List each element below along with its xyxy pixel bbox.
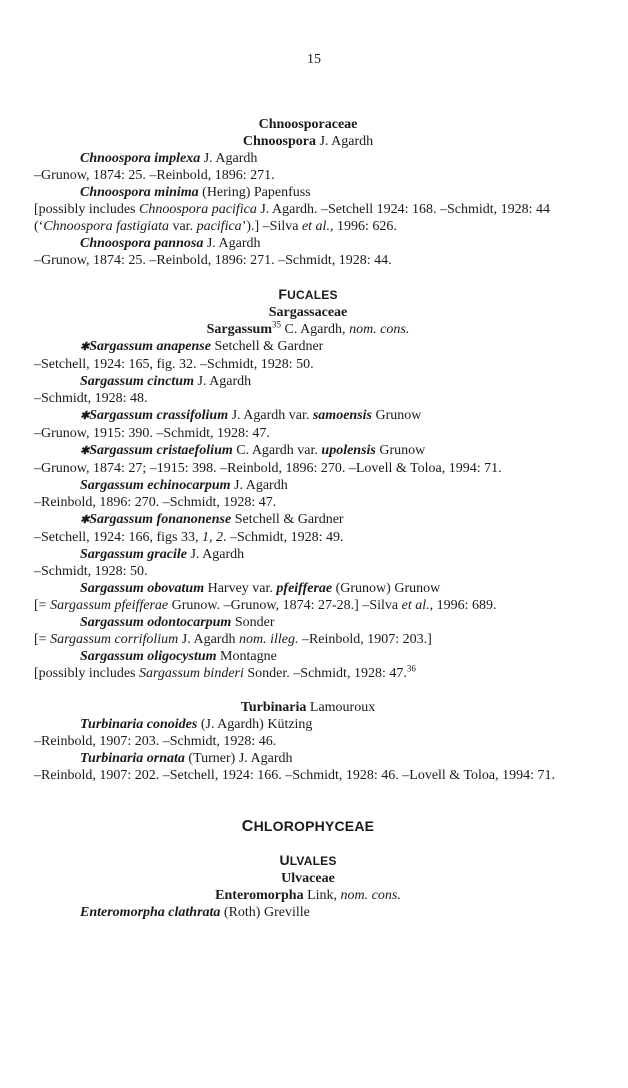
- page-body: [34, 116, 582, 921]
- species-name: Chnoospora implexa J. Agardh: [80, 151, 258, 166]
- asterisk-icon: ✱: [80, 341, 90, 353]
- species-name: ✱Sargassum crassifolium J. Agardh var. samoensis Grunow: [80, 408, 422, 423]
- species-name: Sargassum cinctum J. Agardh: [80, 374, 252, 389]
- family-heading-sargassaceae: Sargassaceae: [268, 305, 348, 320]
- genus-heading-chnoospora: Chnoospora J. Agardh: [242, 134, 374, 149]
- species-name: Chnoospora pannosa J. Agardh: [80, 236, 261, 251]
- asterisk-icon: ✱: [80, 514, 90, 526]
- species-refs: –Reinbold, 1896: 270. –Schmidt, 1928: 47.: [34, 495, 277, 510]
- family-heading-chnoosporaceae: Chnoosporaceae: [258, 117, 358, 132]
- species-refs: –Grunow, 1915: 390. –Schmidt, 1928: 47.: [34, 426, 270, 441]
- species-refs: [= Sargassum corrifolium J. Agardh nom. illeg. –Reinbold, 1907: 203.]: [34, 632, 432, 647]
- species-name: Sargassum oligocystum Montagne: [80, 649, 277, 664]
- species-refs: –Schmidt, 1928: 50.: [34, 564, 148, 579]
- asterisk-icon: ✱: [80, 445, 90, 457]
- species-name: Enteromorpha clathrata (Roth) Greville: [80, 905, 310, 920]
- page-number: 15: [307, 52, 321, 67]
- species-refs: –Grunow, 1874: 25. –Reinbold, 1896: 271. –Schmidt, 1928: 44.: [34, 253, 392, 268]
- asterisk-icon: ✱: [80, 410, 90, 422]
- order-heading-ulvales: ULVALES: [279, 852, 337, 868]
- family-heading-ulvaceae: Ulvaceae: [281, 871, 335, 886]
- species-refs: –Setchell, 1924: 166, figs 33, 1, 2. –Schmidt, 1928: 49.: [34, 530, 344, 545]
- order-heading-fucales: FUCALES: [278, 286, 338, 302]
- species-refs: –Setchell, 1924: 165, fig. 32. –Schmidt, 1928: 50.: [34, 357, 314, 372]
- species-name: Sargassum gracile J. Agardh: [80, 547, 245, 562]
- species-refs: –Reinbold, 1907: 202. –Setchell, 1924: 166. –Schmidt, 1928: 46. –Lovell & Toloa, 1994: 71.: [34, 768, 556, 783]
- species-refs: [possibly includes Sargassum binderi Sonder. –Schmidt, 1928: 47.36: [34, 663, 416, 681]
- species-name: ✱Sargassum anapense Setchell & Gardner: [80, 339, 324, 354]
- species-refs: –Reinbold, 1907: 203. –Schmidt, 1928: 46.: [34, 734, 277, 749]
- species-name: Chnoospora minima (Hering) Papenfuss: [80, 185, 311, 200]
- species-name: ✱Sargassum fonanonense Setchell & Gardner: [80, 512, 344, 527]
- species-name: Sargassum odontocarpum Sonder: [80, 615, 275, 630]
- species-refs: [= Sargassum pfeifferae Grunow. –Grunow, 1874: 27-28.] –Silva et al., 1996: 689.: [34, 598, 497, 613]
- species-name: Sargassum echinocarpum J. Agardh: [80, 478, 288, 493]
- species-name: Turbinaria ornata (Turner) J. Agardh: [80, 751, 293, 766]
- species-refs: –Grunow, 1874: 27; –1915: 398. –Reinbold, 1896: 270. –Lovell & Toloa, 1994: 71.: [34, 461, 502, 476]
- class-heading-chlorophyceae: CHLOROPHYCEAE: [241, 818, 375, 835]
- species-refs: [possibly includes Chnoospora pacifica J. Agardh. –Setchell 1924: 168. –Schmidt, 1928: 44 (‘Chnoospora fastigiata var. pacifica’).] –Silva et al., 1996: 626.: [34, 202, 551, 234]
- species-refs: –Schmidt, 1928: 48.: [34, 391, 148, 406]
- species-name: Turbinaria conoides (J. Agardh) Kützing: [80, 717, 313, 732]
- species-name: ✱Sargassum cristaefolium C. Agardh var. upolensis Grunow: [80, 443, 426, 458]
- species-name: Sargassum obovatum Harvey var. pfeifferae (Grunow) Grunow: [80, 581, 441, 596]
- genus-heading-sargassum: Sargassum$^{35}$ C. Agardh, nom. cons.: [206, 319, 410, 337]
- genus-heading-turbinaria: Turbinaria Lamouroux: [240, 700, 376, 715]
- species-refs: –Grunow, 1874: 25. –Reinbold, 1896: 271.: [34, 168, 275, 183]
- genus-heading-enteromorpha: Enteromorpha Link, nom. cons.: [215, 888, 401, 903]
